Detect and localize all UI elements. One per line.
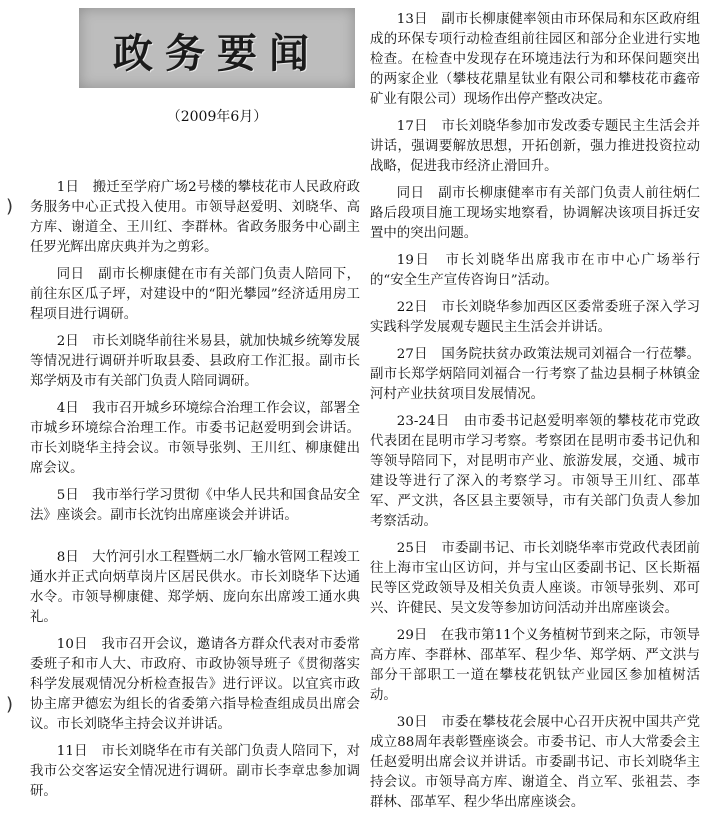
binding-hole-mark-icon: ) — [6, 196, 14, 217]
news-item: 同日 副市长柳康健率市有关部门负责人前往炳仁路后段项目施工现场实地察看，协调解决该项目拆迁安置中的突出问题。 — [370, 186, 700, 241]
news-item: 17日 市长刘晓华参加市发改委专题民主生活会并讲话，强调要解放思想，开拓创新，强力推进投资拉动战略，促进我市经济止滑回升。 — [370, 119, 700, 174]
news-item: 10日 我市召开会议，邀请各方群众代表对市委常委班子和市人大、市政府、市政协领导班子《贯彻落实科学发展观情况分析检查报告》进行评议。以宜宾市政协主席尹德宏为组长的省委第六指导检查组成员出席会议。市长刘晓华主持会议并讲话。 — [30, 637, 360, 732]
news-item: 30日 市委在攀枝花会展中心召开庆祝中国共产党成立88周年表彰暨座谈会。市委书记、市人大常委会主任赵爱明出席会议并讲话。市委副书记、市长刘晓华主持会议。市领导高方库、谢道全、肖立军、张祖芸、李群林、邵革军、程少华出席座谈会。 — [370, 715, 700, 810]
news-item: 13日 副市长柳康健率领由市环保局和东区政府组成的环保专项行动检查组前往园区和部分企业进行实地检查。在检查中发现存在环境违法行为和环保问题突出的两家企业（攀枝花鼎星钛业有限公司和攀枝花市鑫帝矿业有限公司）现场作出停产整改决定。 — [370, 12, 700, 107]
news-item: 19日 市长刘晓华出席我市在市中心广场举行的“安全生产宣传咨询日”活动。 — [370, 253, 700, 288]
news-item: 27日 国务院扶贫办政策法规司刘福合一行莅攀。副市长郑学炳陪同刘福合一行考察了盐边县桐子林镇金河村产业扶贫项目发展情况。 — [370, 347, 700, 402]
page-title: 政务要闻 — [113, 31, 321, 77]
news-item: 1日 搬迁至学府广场2号楼的攀枝花市人民政府政务服务中心正式投入使用。市领导赵爱明、刘晓华、高方库、谢道全、王川红、李群林。省政务服务中心副主任罗光辉出席庆典并为之剪彩。 — [30, 180, 360, 255]
news-item: 23-24日 由市委书记赵爱明率领的攀枝花市党政代表团在昆明市学习考察。考察团在昆明市委书记仇和等领导陪同下，对昆明市产业、旅游发展，交通、城市建设等进行了深入的考察学习。市领导王川红、邵革军、严文洪，各区县主要领导，市有关部门负责人参加考察活动。 — [370, 414, 700, 529]
news-item: 22日 市长刘晓华参加西区区委常委班子深入学习实践科学发展观专题民主生活会并讲话。 — [370, 300, 700, 335]
issue-date: （2009年6月） — [166, 109, 268, 125]
news-item: 2日 市长刘晓华前往米易县，就加快城乡统筹发展等情况进行调研并听取县委、县政府工作汇报。副市长郑学炳及市有关部门负责人陪同调研。 — [30, 334, 360, 389]
title-banner — [79, 8, 355, 88]
news-item: 4日 我市召开城乡环境综合治理工作会议，部署全市城乡环境综合治理工作。市委书记赵爱明到会讲话。市长刘晓华主持会议。市领导张刿、王川红、柳康健出席会议。 — [30, 401, 360, 476]
news-item: 25日 市委副书记、市长刘晓华率市党政代表团前往上海市宝山区访问，并与宝山区委副书记、区长斯福民等区党政领导及相关负责人座谈。市领导张刿、邓可兴、许健民、吴文发等参加访问活动并出席座谈会。 — [370, 541, 700, 616]
left-column — [30, 178, 360, 802]
news-item: 5日 我市举行学习贯彻《中华人民共和国食品安全法》座谈会。副市长沈钧出席座谈会并讲话。 — [30, 488, 360, 523]
news-item: 11日 市长刘晓华在市有关部门负责人陪同下，对我市公交客运安全情况进行调研。副市长李章忠参加调研。 — [30, 744, 360, 799]
binding-hole-mark-icon: ) — [6, 694, 14, 715]
right-column — [370, 10, 700, 813]
news-item: 同日 副市长柳康健在市有关部门负责人陪同下，前往东区瓜子坪，对建设中的“阳光攀园”经济适用房工程项目进行调研。 — [30, 267, 360, 322]
news-item: 29日 在我市第11个义务植树节到来之际，市领导高方库、李群林、邵革军、程少华、郑学炳、严文洪与部分干部职工一道在攀枝花钒钛产业园区参加植树活动。 — [370, 628, 700, 703]
news-item: 8日 大竹河引水工程暨炳二水厂输水管网工程竣工通水并正式向炳草岗片区居民供水。市长刘晓华下达通水令。市领导柳康健、郑学炳、庞向东出席竣工通水典礼。 — [30, 550, 360, 625]
